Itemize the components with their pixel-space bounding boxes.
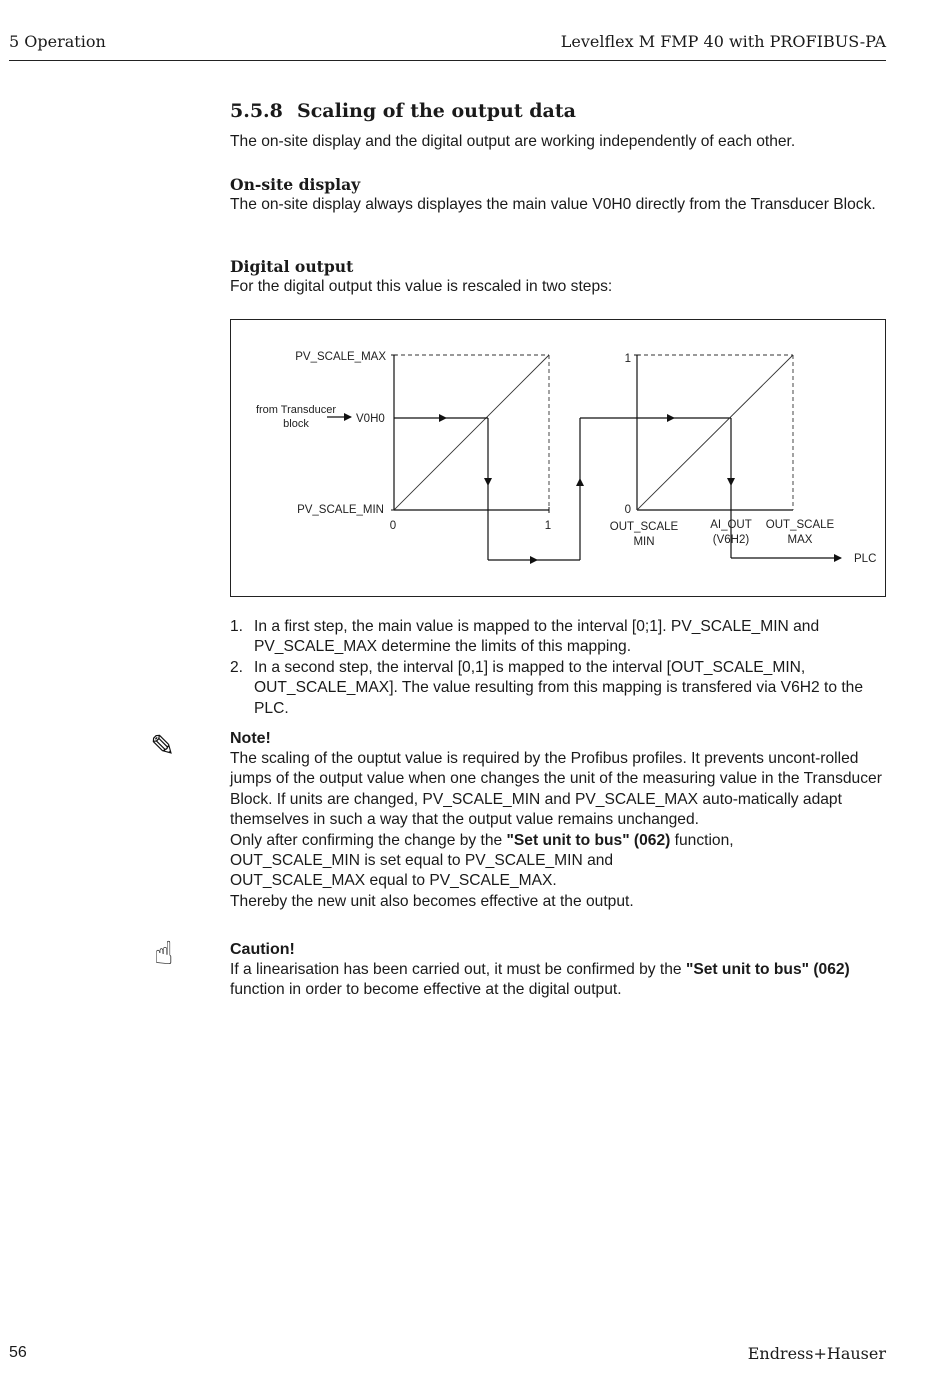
brand-logo: Endress+Hauser [747,1344,886,1363]
onsite-heading: On-site display [230,175,361,194]
caution-function-name: "Set unit to bus" (062) [685,961,850,978]
flow-arrowhead-6 [727,478,735,486]
label-axis2-one: 1 [624,353,631,365]
note-paragraph: The scaling of the ouptut value is required by the Profibus profiles. It prevents uncont-rolled jumps of the output value when one changes the unit of the measuring value in the Transducer Block. If units are changed, PV_SCALE_MIN and PV_SCALE_MAX auto-matically adapt themselves in such a way that the output value remains unchanged. [230,750,882,829]
steps-list [230,617,890,719]
label-from-transducer-1: from Transducer [255,404,337,416]
label-from-transducer-2: block [283,418,309,430]
note-confirm-line [230,831,890,851]
label-out-scale-min-2: MIN [633,536,655,548]
note-line-3: OUT_SCALE_MIN is set equal to PV_SCALE_MIN and [230,852,614,870]
caution-text-before: If a linearisation has been carried out, it must be confirmed by the [230,961,686,978]
section-title [230,98,890,124]
chapter-header: 5 Operation [9,32,106,51]
flow-arrowhead-3 [530,556,538,564]
step-text: In a second step, the interval [0,1] is mapped to the interval [OUT_SCALE_MIN, OUT_SCALE_MAX]. The value resulting from this mapping is transfered via V6H2 to the PLC. [254,658,864,717]
step-text: In a first step, the main value is mapped to the interval [0;1]. PV_SCALE_MIN and PV_SCALE_MAX determine the limits of this mapping. [254,618,820,656]
section-block [230,98,890,152]
section-title-text: Scaling of the output data [297,100,576,122]
digital-text: For the digital output this value is rescaled in two steps: [230,278,613,295]
label-ai-out-2: (V6H2) [712,534,750,546]
onsite-text: The on-site display always displayes the main value V0H0 directly from the Transducer Block. [230,196,876,213]
section-number: 5.5.8 [230,100,283,122]
list-item [230,658,890,719]
steps-block [230,617,890,719]
digital-heading: Digital output [230,257,354,276]
flow-arrowhead-5 [667,414,675,422]
page-number: 56 [9,1344,27,1361]
note-confirm-before: Only after confirming the change by the [230,831,507,849]
pencil-icon: ✎ [150,730,176,763]
label-pv-scale-max: PV_SCALE_MAX [295,351,386,363]
header-rule [9,60,886,61]
label-ai-out-1: AI_OUT [710,519,752,531]
onsite-block [230,175,890,215]
note-block [230,729,890,912]
label-pv-scale-min: PV_SCALE_MIN [297,504,384,516]
caution-text-after: function in order to become effective at the digital output. [230,981,622,999]
step-number: 2. [230,658,244,676]
graph1-diagonal [394,355,549,510]
note-function-name: "Set unit to bus" (062) [506,831,671,849]
label-v0h0: V0H0 [356,413,385,425]
note-line-4: OUT_SCALE_MAX equal to PV_SCALE_MAX. [230,872,557,890]
step-number: 1. [230,618,244,635]
label-axis1-zero: 0 [389,520,397,532]
list-item [230,617,890,658]
label-plc: PLC [854,553,877,565]
flow-arrowhead-2 [484,478,492,486]
product-header: Levelflex M FMP 40 with PROFIBUS-PA [560,32,886,51]
section-intro: The on-site display and the digital output are working independently of each other. [230,133,796,150]
caution-text [230,960,890,1001]
label-out-scale-max-2: MAX [787,534,813,546]
graph2-diagonal [637,355,793,510]
flow-arrowhead-1 [439,414,447,422]
flow-arrowhead-4 [576,478,584,486]
digital-block [230,257,890,297]
label-out-scale-max-1: OUT_SCALE [765,519,835,531]
note-line-5: Thereby the new unit also becomes effective at the output. [230,892,634,910]
note-title: Note! [230,730,271,747]
label-axis2-zero: 0 [624,504,631,516]
pointing-hand-icon: ☝ [154,935,174,971]
scaling-diagram [230,319,886,597]
label-out-scale-min-1: OUT_SCALE [609,521,679,533]
label-axis1-one: 1 [544,520,552,532]
caution-title: Caution! [230,941,295,958]
caution-block [230,940,890,1001]
note-confirm-after: function, [670,831,734,849]
